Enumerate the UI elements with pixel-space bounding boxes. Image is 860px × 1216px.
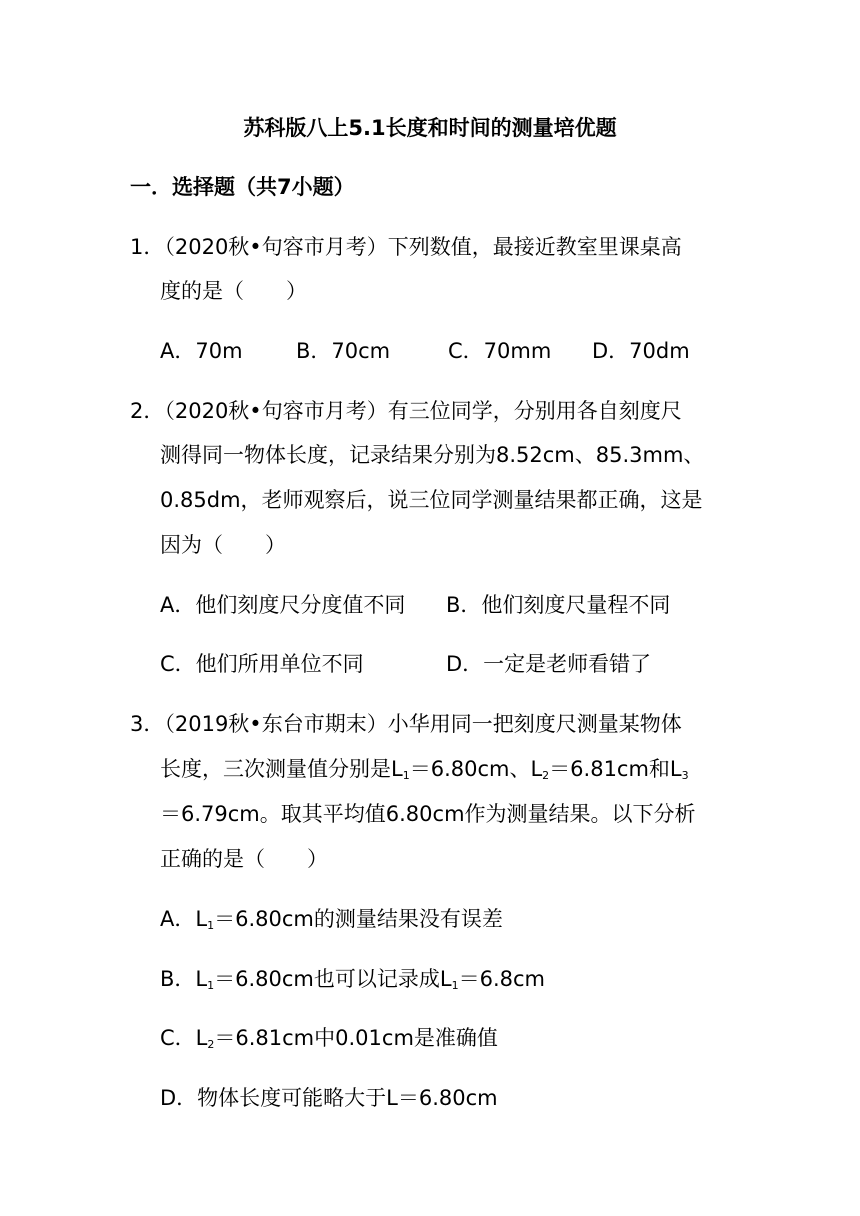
q1-stem-line1: 1．（2020秋•句容市月考）下列数值，最接近教室里课桌高 (130, 235, 682, 259)
q3-option-c: C．$L_2=6.81cm$中0.01cm是准确值 (160, 1026, 498, 1051)
q3-stem-line1: 3．（2019秋•东台市期末）小华用同一把刻度尺测量某物体 (130, 712, 682, 736)
section-heading: 一．选择题（共7小题） (130, 175, 355, 199)
q3-option-a: A．$L_1=6.80cm$的测量结果没有误差 (160, 907, 503, 932)
q3-option-b: B．$L_1=6.80cm$也可以记录成$L_1=6.8cm$ (160, 967, 545, 992)
q2-option-a: A．他们刻度尺分度值不同 (160, 593, 406, 617)
q1-option-b: B．70cm (296, 339, 391, 363)
q3-option-d: D．物体长度可能略大于L＝6.80cm (160, 1086, 498, 1110)
q2-stem-line2: 测得同一物体长度，记录结果分别为8.52cm、85.3mm、 (160, 443, 705, 467)
q1-option-d: D．70dm (592, 339, 690, 363)
q2-option-c: C．他们所用单位不同 (160, 652, 364, 676)
q3-stem-line4: 正确的是（ ） (160, 847, 328, 871)
q1-stem-line2: 度的是（ ） (160, 279, 307, 303)
q3-stem-line3: ＝6.79cm。取其平均值6.80cm作为测量结果。以下分析 (160, 802, 696, 826)
q2-stem-line3: 0.85dm，老师观察后，说三位同学测量结果都正确，这是 (160, 488, 703, 512)
document-title: 苏科版八上5.1长度和时间的测量培优题 (243, 116, 617, 140)
q2-stem-line1: 2．（2020秋•句容市月考）有三位同学，分别用各自刻度尺 (130, 399, 682, 423)
q1-option-c: C．70mm (448, 339, 552, 363)
q2-option-b: B．他们刻度尺量程不同 (446, 593, 671, 617)
q3-stem-line2: 长度，三次测量值分别是$L_1=6.80cm$、$L_2=6.81cm$和$L_3$ (160, 757, 689, 782)
q2-stem-line4: 因为（ ） (160, 533, 286, 557)
q2-option-d: D．一定是老师看错了 (446, 652, 652, 676)
q1-option-a: A．70m (160, 339, 243, 363)
